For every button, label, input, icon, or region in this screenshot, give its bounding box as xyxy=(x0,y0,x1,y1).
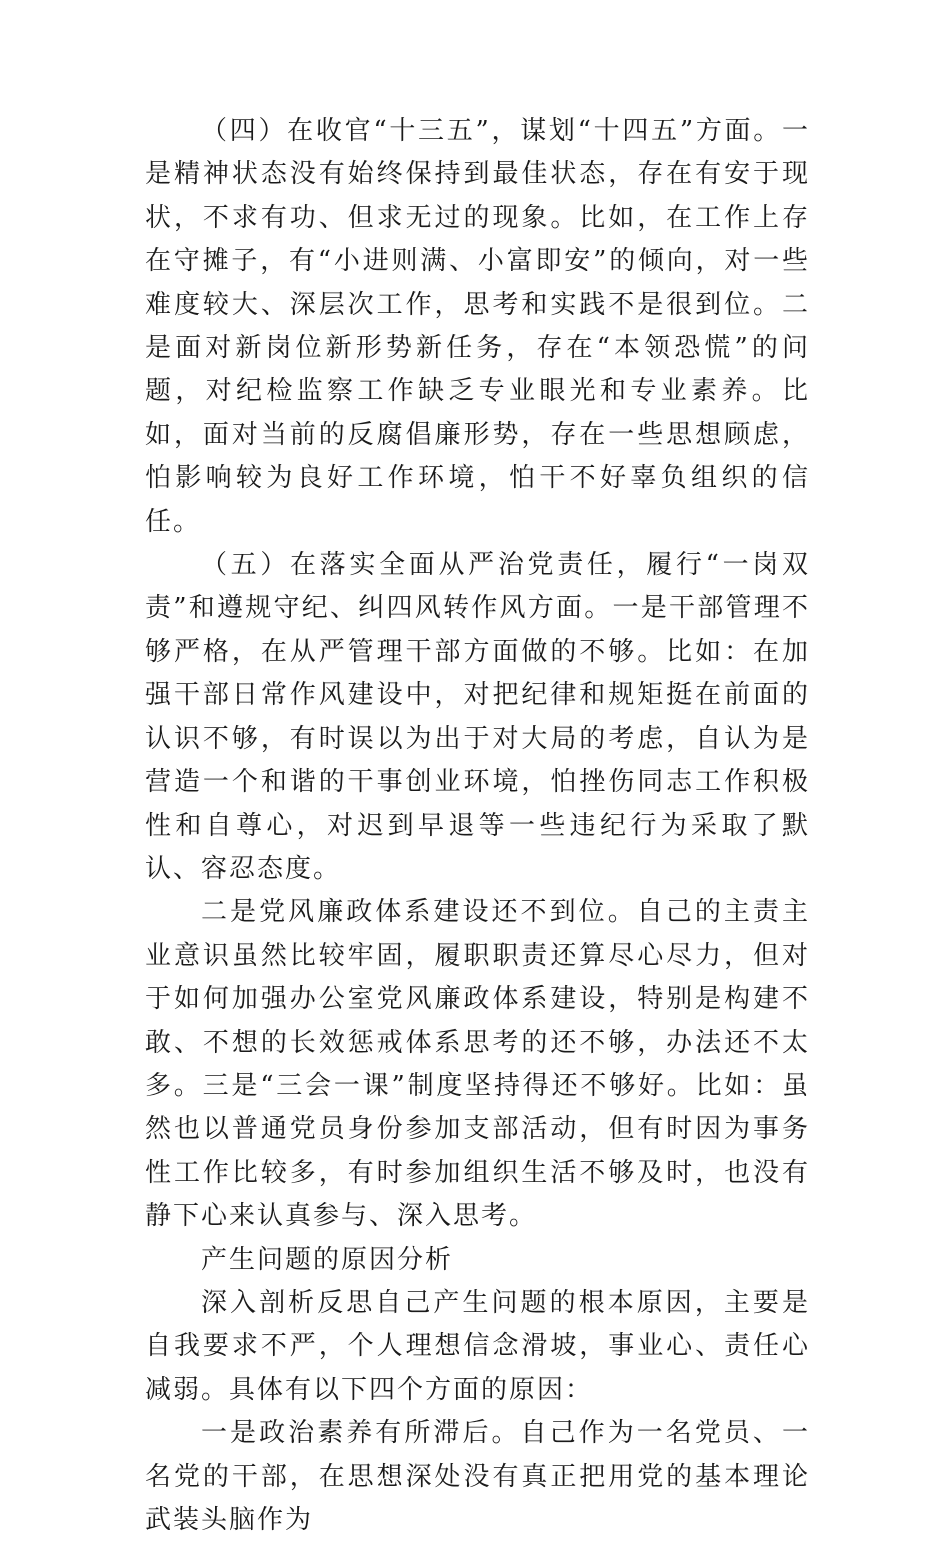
paragraph-section-four: （四）在收官“十三五”，谋划“十四五”方面。一是精神状态没有始终保持到最佳状态，存在有安于现状，不求有功、但求无过的现象。比如，在工作上存在守摊子，有“小进则满、小富即安”的倾向，对一些难度较大、深层次工作，思考和实践不是很到位。二是面对新岗位新形势新任务，存在“本领恐慌”的问题，对纪检监察工作缺乏专业眼光和专业素养。比如，面对当前的反腐倡廉形势，存在一些思想顾虑，怕影响较为良好工作环境，怕干不好辜负组织的信任。 xyxy=(145,116,810,537)
paragraph-party-style: 二是党风廉政体系建设还不到位。自己的主责主业意识虽然比较牢固，履职职责还算尽心尽力，但对于如何加强办公室党风廉政体系建设，特别是构建不敢、不想的长效惩戒体系思考的还不够，办法还不太多。三是“三会一课”制度坚持得还不够好。比如：虽然也以普通党员身份参加支部活动，但有时因为事务性工作比较多，有时参加组织生活不够及时，也没有静下心来认真参与、深入思考。 xyxy=(145,897,810,1232)
section-heading-cause-analysis: 产生问题的原因分析 xyxy=(201,1244,454,1275)
document-body xyxy=(145,110,810,1542)
paragraph-cause-intro: 深入剖析反思自己产生问题的根本原因，主要是自我要求不严，个人理想信念滑坡，事业心、责任心减弱。具体有以下四个方面的原因： xyxy=(145,1287,810,1405)
paragraph-political-quality: 一是政治素养有所滞后。自己作为一名党员、一名党的干部，在思想深处没有真正把用党的基本理论武装头脑作为 xyxy=(145,1418,810,1535)
paragraph-section-five: （五）在落实全面从严治党责任，履行“一岗双责”和遵规守纪、纠四风转作风方面。一是干部管理不够严格，在从严管理干部方面做的不够。比如：在加强干部日常作风建设中，对把纪律和规矩挺在前面的认识不够，有时误以为出于对大局的考虑，自认为是营造一个和谐的干事创业环境，怕挫伤同志工作积极性和自尊心，对迟到早退等一些违纪行为采取了默认、容忍态度。 xyxy=(145,550,810,884)
